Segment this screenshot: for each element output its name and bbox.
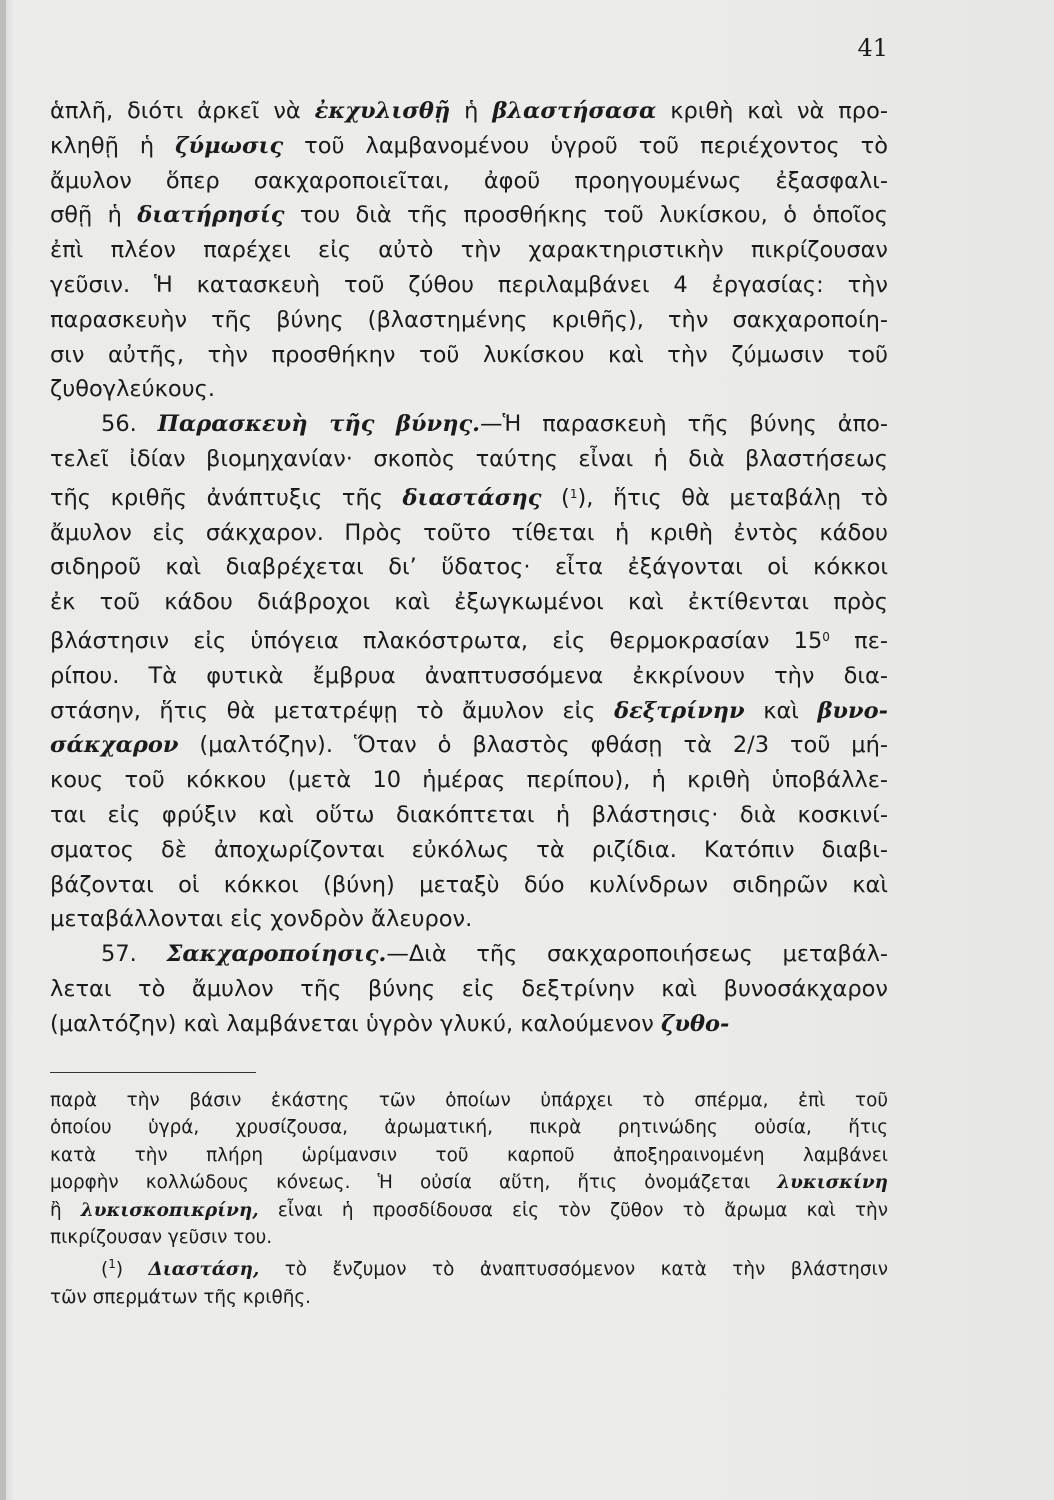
body-line: κους τοῦ κόκκου (μετὰ 10 ἡμέρας περίπου), ἡ κριθὴ ὑποβάλλε- bbox=[50, 767, 888, 794]
body-line: 56. Παρασκευὴ τῆς βύνης.—Ἡ παρασκευὴ τῆς βύνης ἀπο- bbox=[101, 411, 888, 438]
emphasized-term: διαστάσης bbox=[402, 484, 542, 511]
body-line: σάκχαρον (μαλτόζην). Ὅταν ὁ βλαστὸς φθάσῃ τὰ 2/3 τοῦ μή- bbox=[50, 732, 888, 759]
footnotes bbox=[50, 1087, 888, 1311]
body-line: ἐπὶ πλέον παρέχει εἰς αὐτὸ τὴν χαρακτηριστικὴν πικρίζουσαν bbox=[50, 237, 888, 264]
footnote-line: κατὰ τὴν πλήρη ὡρίμανσιν τοῦ καρποῦ ἀποξηραινομένη λαμβάνει bbox=[50, 1144, 888, 1166]
emphasized-term: Παρασκευὴ τῆς βύνης. bbox=[157, 411, 481, 438]
emphasized-term: δεξτρίνην bbox=[614, 697, 745, 724]
body-line: (μαλτόζην) καὶ λαμβάνεται ὑγρὸν γλυκύ, καλούμενον ζυθο- bbox=[50, 1010, 730, 1037]
body-line: ἐκ τοῦ κάδου διάβροχοι καὶ ἐξωγκωμένοι καὶ ἐκτίθενται πρὸς bbox=[50, 589, 888, 616]
footnote-line: τῶν σπερμάτων τῆς κριθῆς. bbox=[50, 1286, 311, 1308]
body-line: τῆς κριθῆς ἀνάπτυξις τῆς διαστάσης ($^1$), ἥτις θὰ μεταβάλῃ τὸ bbox=[50, 484, 888, 511]
emphasized-term: ἐκχυλισθῇ bbox=[314, 98, 451, 124]
superscript: 1 bbox=[108, 1257, 116, 1272]
footnote-line: ὁποίου ὑγρά, χρυσίζουσα, ἀρωματική, πικρὰ ρητινώδης οὐσία, ἥτις bbox=[50, 1117, 888, 1139]
body-line: μεταβάλλονται εἰς χονδρὸν ἄλευρον. bbox=[50, 906, 473, 933]
page-number: 41 bbox=[857, 34, 888, 62]
body-line: 57. Σακχαροποίησις.—Διὰ τῆς σακχαροποιήσεως μεταβάλ- bbox=[101, 941, 888, 968]
superscript: 0 bbox=[822, 629, 830, 644]
footnote-line: παρὰ τὴν βάσιν ἑκάστης τῶν ὁποίων ὑπάρχει τὸ σπέρμα, ἐπὶ τοῦ bbox=[50, 1090, 888, 1111]
emphasized-term: διατήρησίς bbox=[137, 202, 285, 229]
footnote-line: ($^1$) Διαστάση, τὸ ἔνζυμον τὸ ἀναπτυσσόμενον κατὰ τὴν βλάστησιν bbox=[101, 1257, 888, 1281]
body-line: σιν αὐτῆς, τὴν προσθήκην τοῦ λυκίσκου καὶ τὴν ζύμωσιν τοῦ bbox=[50, 341, 888, 368]
body-line: ζυθογλεύκους. bbox=[50, 376, 216, 403]
emphasized-term: ζυθο- bbox=[661, 1010, 730, 1037]
body-line: ἄμυλον ὅπερ σακχαροποιεῖται, ἀφοῦ προηγουμένως ἐξασφαλι- bbox=[50, 167, 888, 194]
emphasized-term: λυκισκίνη bbox=[777, 1172, 888, 1194]
body-line: παρασκευὴν τῆς βύνης (βλαστημένης κριθῆς), τὴν σακχαροποίη- bbox=[50, 306, 888, 333]
footnote-separator bbox=[50, 1072, 256, 1073]
emphasized-term: λυκισκοπικρίνη, bbox=[80, 1199, 259, 1221]
body-line: βάζονται οἱ κόκκοι (βύνη) μεταξὺ δύο κυλίνδρων σιδηρῶν καὶ bbox=[50, 871, 888, 898]
emphasized-term: σάκχαρον bbox=[50, 732, 179, 759]
emphasized-term: Διαστάση, bbox=[148, 1259, 260, 1281]
footnote-line: μορφὴν κολλώδους κόνεως. Ἡ οὐσία αὕτη, ἥτις ὀνομάζεται λυκισκίνη bbox=[50, 1172, 888, 1194]
emphasized-term: βλαστήσασα bbox=[492, 98, 657, 124]
body-line: λεται τὸ ἄμυλον τῆς βύνης εἰς δεξτρίνην καὶ βυνοσάκχαρον bbox=[50, 975, 888, 1002]
body-line: ἄμυλον εἰς σάκχαρον. Πρὸς τοῦτο τίθεται ἡ κριθὴ ἐντὸς κάδου bbox=[50, 519, 888, 546]
superscript: 1 bbox=[569, 486, 578, 501]
body-line: ται εἰς φρύξιν καὶ οὕτω διακόπτεται ἡ βλάστησις· διὰ κοσκινί- bbox=[50, 801, 888, 828]
emphasized-term: Σακχαροποίησις. bbox=[166, 941, 387, 968]
footnote-line: πικρίζουσαν γεῦσιν του. bbox=[50, 1227, 273, 1249]
main-text bbox=[50, 94, 888, 1042]
page-binding-edge bbox=[0, 0, 6, 1500]
body-line: σθῇ ἡ διατήρησίς του διὰ τῆς προσθήκης τοῦ λυκίσκου, ὁ ὁποῖος bbox=[50, 202, 888, 229]
body-line: σματος δὲ ἀποχωρίζονται εὐκόλως τὰ ριζίδια. Κατόπιν διαβι- bbox=[50, 836, 888, 863]
body-line: ἁπλῆ, διότι ἀρκεῖ νὰ ἐκχυλισθῇ ἡ βλαστήσασα κριθὴ καὶ νὰ προ- bbox=[50, 98, 888, 124]
emphasized-term: ζύμωσις bbox=[175, 132, 284, 159]
body-line: στάσην, ἥτις θὰ μετατρέψῃ τὸ ἄμυλον εἰς δεξτρίνην καὶ βυνο- bbox=[50, 697, 888, 724]
body-line: τελεῖ ἰδίαν βιομηχανίαν· σκοπὸς ταύτης εἶναι ἡ διὰ βλαστήσεως bbox=[50, 445, 888, 472]
body-line: γεῦσιν. Ἡ κατασκευὴ τοῦ ζύθου περιλαμβάνει 4 ἐργασίας: τὴν bbox=[50, 271, 888, 298]
body-line: σιδηροῦ καὶ διαβρέχεται δι’ ὕδατος· εἶτα ἐξάγονται οἱ κόκκοι bbox=[50, 554, 888, 581]
emphasized-term: βυνο- bbox=[817, 697, 888, 724]
body-line: ρίπου. Τὰ φυτικὰ ἔμβρυα ἀναπτυσσόμενα ἐκκρίνουν τὴν δια- bbox=[50, 662, 888, 689]
footnote-line: ἢ λυκισκοπικρίνη, εἶναι ἡ προσδίδουσα εἰς τὸν ζῦθον τὸ ἄρωμα καὶ τὴν bbox=[50, 1199, 888, 1221]
body-line: βλάστησιν εἰς ὑπόγεια πλακόστρωτα, εἰς θερμοκρασίαν $15^0$ πε- bbox=[50, 627, 888, 654]
body-line: κληθῇ ἡ ζύμωσις τοῦ λαμβανομένου ὑγροῦ τοῦ περιέχοντος τὸ bbox=[50, 132, 888, 159]
